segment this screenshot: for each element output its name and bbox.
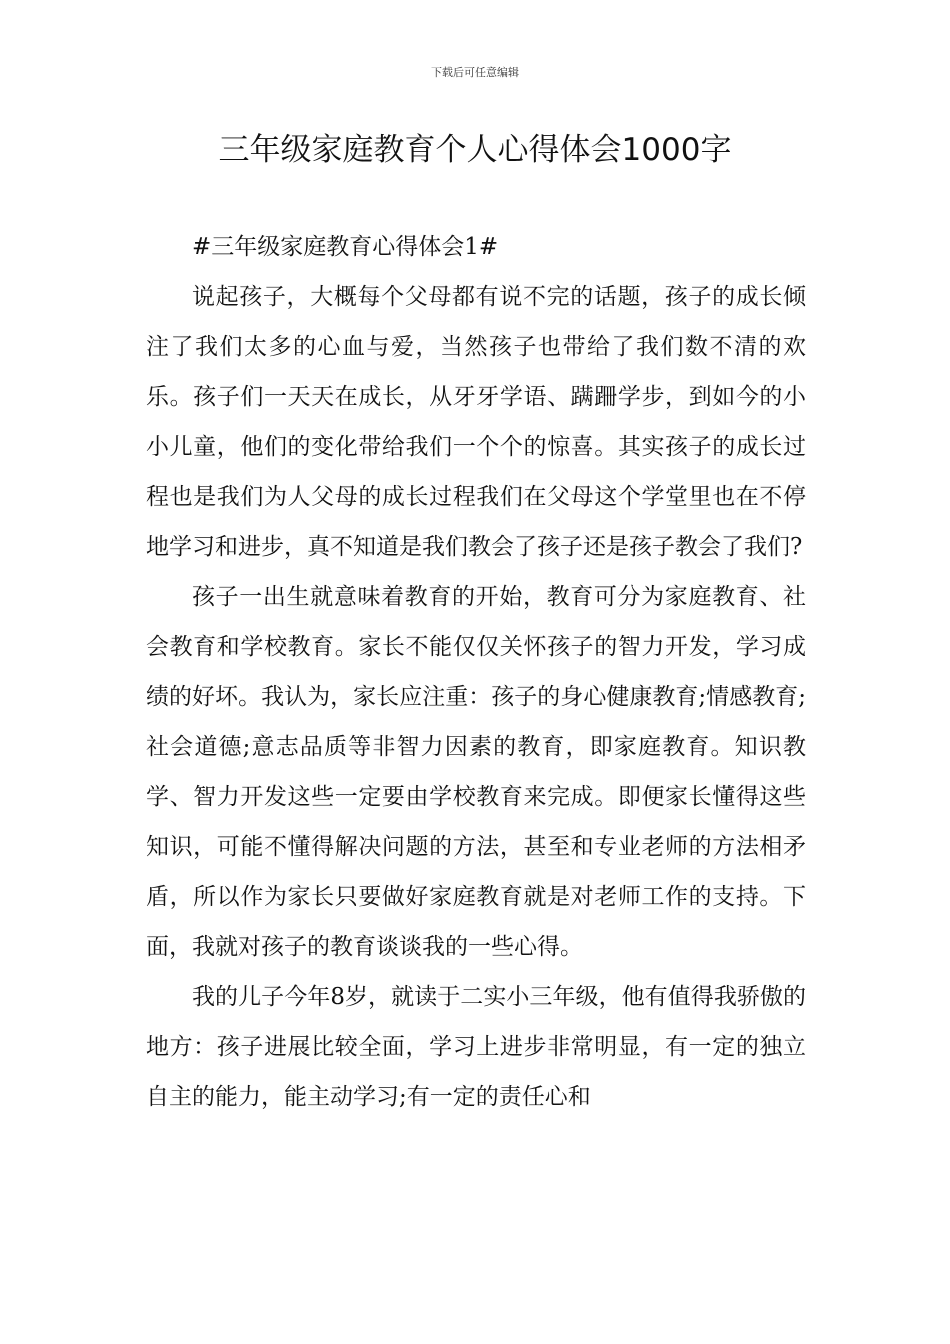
document-title: 三年级家庭教育个人心得体会1000字 xyxy=(218,132,732,168)
header-note: 下载后可任意编辑 xyxy=(431,66,519,79)
paragraph: 说起孩子，大概每个父母都有说不完的话题，孩子的成长倾注了我们太多的心血与爱，当然孩子也带给了我们数不清的欢乐。孩子们一天天在成长，从牙牙学语、蹒跚学步，到如今的小小儿童，他们的变化带给我们一个个的惊喜。其实孩子的成长过程也是我们为人父母的成长过程我们在父母这个学堂里也在不停地学习和进步，真不知道是我们教会了孩子还是孩子教会了我们? xyxy=(146,284,806,560)
document-body xyxy=(146,222,806,1122)
section-heading: #三年级家庭教育心得体会1# xyxy=(192,234,499,260)
paragraph: 我的儿子今年8岁，就读于二实小三年级，他有值得我骄傲的地方：孩子进展比较全面，学习上进步非常明显，有一定的独立自主的能力，能主动学习;有一定的责任心和 xyxy=(146,984,806,1110)
paragraph: 孩子一出生就意味着教育的开始，教育可分为家庭教育、社会教育和学校教育。家长不能仅仅关怀孩子的智力开发，学习成绩的好坏。我认为，家长应注重：孩子的身心健康教育;情感教育;社会道德;意志品质等非智力因素的教育，即家庭教育。知识教学、智力开发这些一定要由学校教育来完成。即便家长懂得这些知识，可能不懂得解决问题的方法，甚至和专业老师的方法相矛盾，所以作为家长只要做好家庭教育就是对老师工作的支持。下面，我就对孩子的教育谈谈我的一些心得。 xyxy=(146,584,806,960)
